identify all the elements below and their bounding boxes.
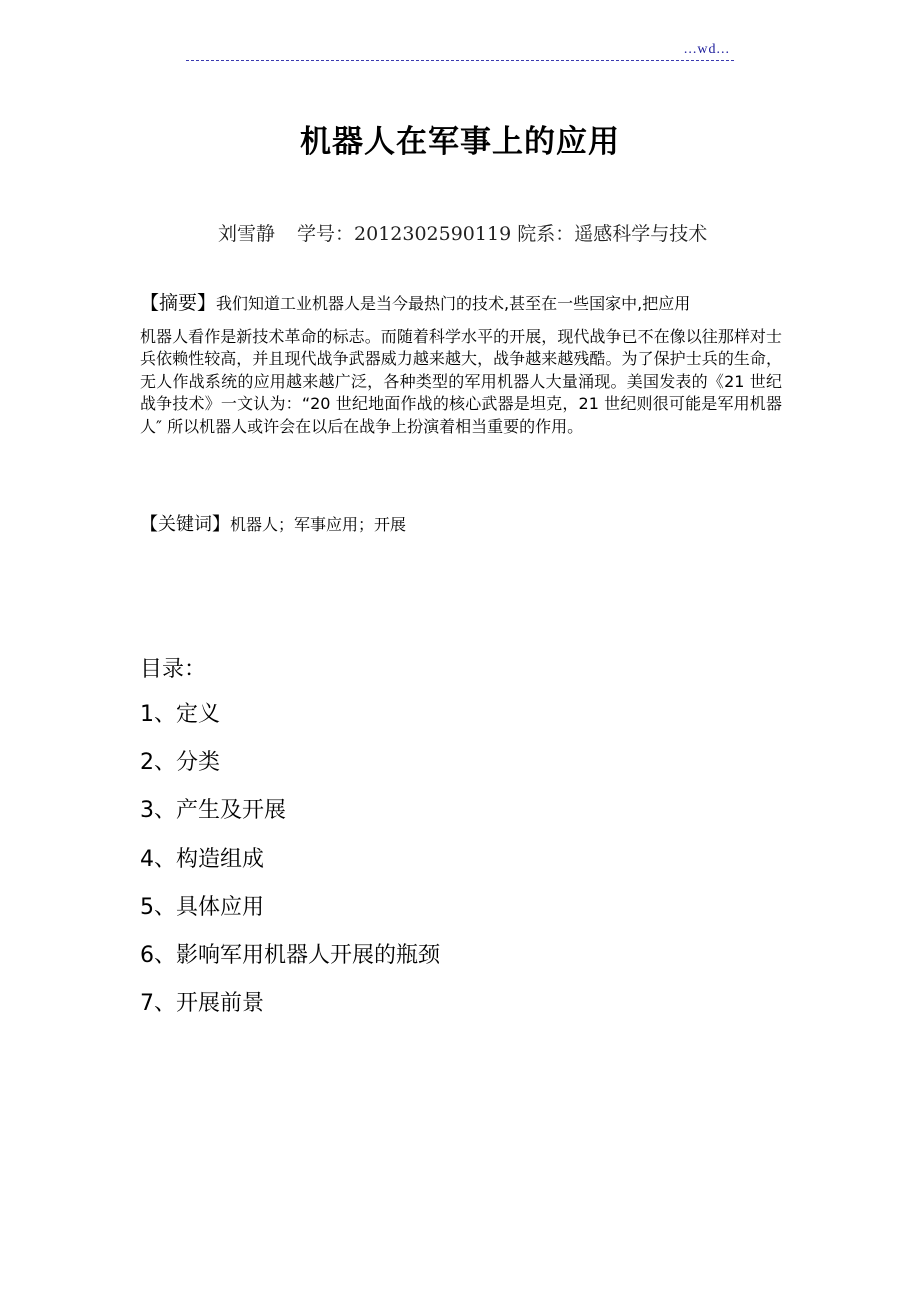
- author-name: 刘雪静: [218, 223, 276, 245]
- header-divider: [186, 60, 734, 61]
- toc-item: 4、构造组成: [140, 846, 264, 872]
- keywords-label: 【关键词】: [140, 514, 230, 535]
- toc-item: 5、具体应用: [140, 894, 264, 920]
- toc-item: 2、分类: [140, 750, 220, 776]
- abstract-body: 机器人看作是新技术革命的标志。而随着科学水平的开展，现代战争已不在像以往那样对士兵依赖性较高，并且现代战争武器威力越来越大，战争越来越残酷。为了保护士兵的生命，无人作战系统的应用越来越广泛，各种类型的军用机器人大量涌现。美国发表的《21 世纪战争技术》一文认为：“20 世纪地面作战的核心武器是坦克，21 世纪则很可能是军用机器人″ 所以机器人或许会在以后在战争上扮演着相当重要的作用。: [140, 326, 782, 436]
- keywords-section: [140, 510, 406, 536]
- student-info: 学号：2012302590119 院系：遥感科学与技术: [297, 223, 708, 245]
- keywords-text: 机器人；军事应用；开展: [230, 515, 407, 534]
- toc-list: [140, 700, 440, 1037]
- toc-item: 1、定义: [140, 702, 220, 727]
- toc-item: 3、产生及开展: [140, 798, 286, 824]
- abstract-section: [140, 292, 782, 438]
- header-mark: ...wd...: [683, 42, 730, 57]
- toc-item: 7、开展前景: [140, 991, 264, 1017]
- toc-item: 6、影响军用机器人开展的瓶颈: [140, 942, 440, 968]
- toc-heading: 目录：: [140, 657, 207, 682]
- abstract-lead: 我们知道工业机器人是当今最热门的技术,甚至在一些国家中,把应用: [216, 294, 691, 313]
- abstract-label: 【摘要】: [140, 292, 217, 314]
- document-title: 机器人在军事上的应用: [300, 124, 620, 160]
- abstract-first-line: [140, 292, 782, 316]
- author-line: [218, 219, 707, 246]
